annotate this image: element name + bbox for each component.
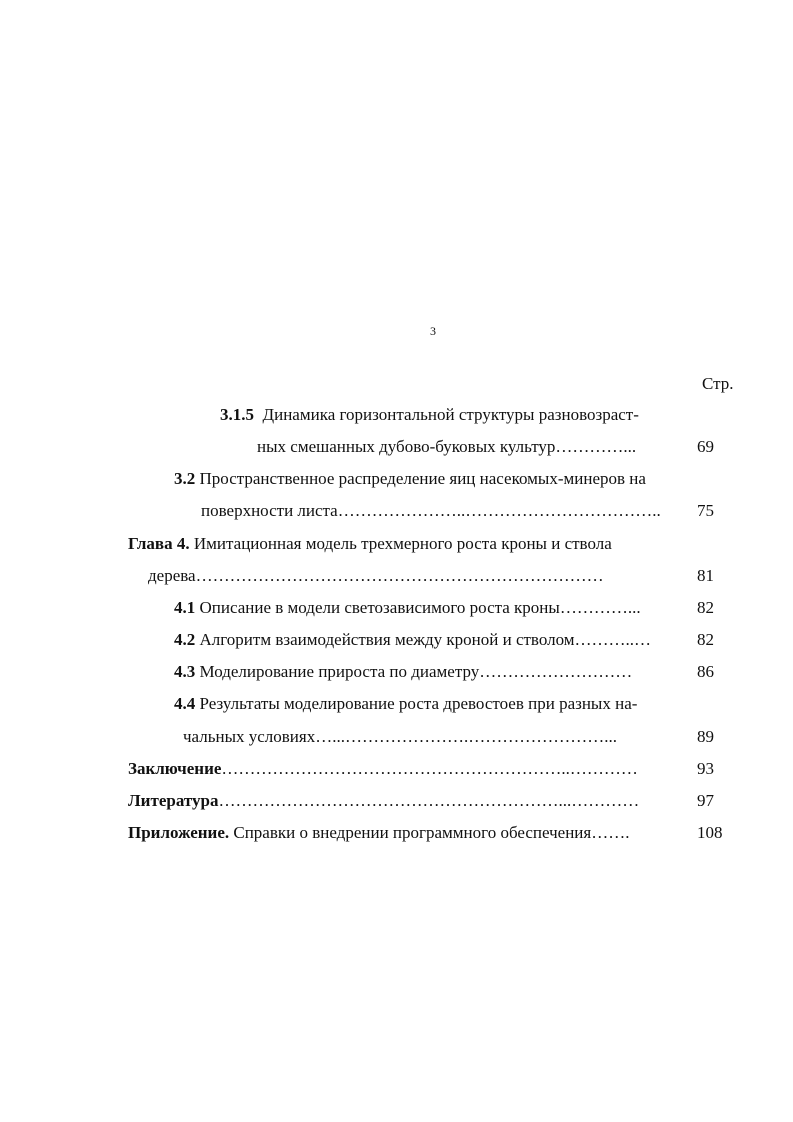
- toc-entry-4-2: [174, 630, 651, 650]
- toc-number: Глава 4.: [128, 534, 190, 553]
- toc-number: 4.2: [174, 630, 196, 649]
- toc-entry-3-2-line1: [174, 469, 646, 489]
- toc-entry-chapter-4-line1: [128, 534, 612, 554]
- toc-entry-3-2-line2: поверхности листа…………………..……………………………..: [201, 501, 661, 520]
- toc-entry-4-4-line2: чальных условиях…...………………….……………………...: [183, 727, 617, 746]
- toc-entry-appendix: [128, 823, 629, 843]
- toc-page-appendix: 108: [697, 823, 723, 842]
- toc-title: ……………………………………………………...…………: [218, 791, 640, 810]
- toc-number: 4.1: [174, 598, 196, 617]
- toc-number: 4.4: [174, 694, 196, 713]
- toc-number: 4.3: [174, 662, 196, 681]
- toc-entry-literature: [128, 791, 639, 811]
- toc-page-3-1-5: 69: [697, 437, 714, 456]
- toc-page-4-3: 86: [697, 662, 714, 681]
- toc-number: Заключение: [128, 759, 222, 778]
- toc-title: Пространственное распределение яиц насекомых-минеров на: [199, 469, 646, 488]
- toc-title: Описание в модели светозависимого роста кроны…………...: [199, 598, 641, 617]
- toc-entry-3-1-5-line2: ных смешанных дубово-буковых культур…………...: [257, 437, 637, 456]
- toc-entry-4-1: [174, 598, 641, 618]
- toc-page-4-2: 82: [697, 630, 714, 649]
- toc-number: Приложение.: [128, 823, 230, 842]
- toc-title: Моделирование прироста по диаметру………………………: [199, 662, 633, 681]
- toc-number: 3.2: [174, 469, 196, 488]
- toc-title: Имитационная модель трехмерного роста кроны и ствола: [193, 534, 612, 553]
- toc-page-literature: 97: [697, 791, 714, 810]
- toc-title: Алгоритм взаимодействия между кроной и стволом………..…: [199, 630, 652, 649]
- toc-page-chapter-4: 81: [697, 566, 714, 585]
- toc-entry-conclusion: [128, 759, 638, 779]
- toc-title: Справки о внедрении программного обеспечения…….: [233, 823, 630, 842]
- toc-page-4-1: 82: [697, 598, 714, 617]
- toc-entry-3-1-5-line1: [220, 405, 639, 425]
- toc-title: Динамика горизонтальной структуры разновозраст-: [262, 405, 639, 424]
- toc-title: Результаты моделирование роста древостоев при разных на-: [199, 694, 638, 713]
- toc-title: ……………………………………………………..…………: [221, 759, 638, 778]
- toc-page-3-2: 75: [697, 501, 714, 520]
- pages-column-header: Стр.: [702, 374, 734, 393]
- toc-entry-chapter-4-line2: дерева………………………………………………………………: [148, 566, 604, 585]
- toc-page-4-4: 89: [697, 727, 714, 746]
- toc-page-conclusion: 93: [697, 759, 714, 778]
- toc-number: 3.1.5: [220, 405, 254, 424]
- toc-entry-4-3: [174, 662, 632, 682]
- page-number: 3: [430, 324, 436, 338]
- toc-number: Литература: [128, 791, 219, 810]
- toc-entry-4-4-line1: [174, 694, 637, 714]
